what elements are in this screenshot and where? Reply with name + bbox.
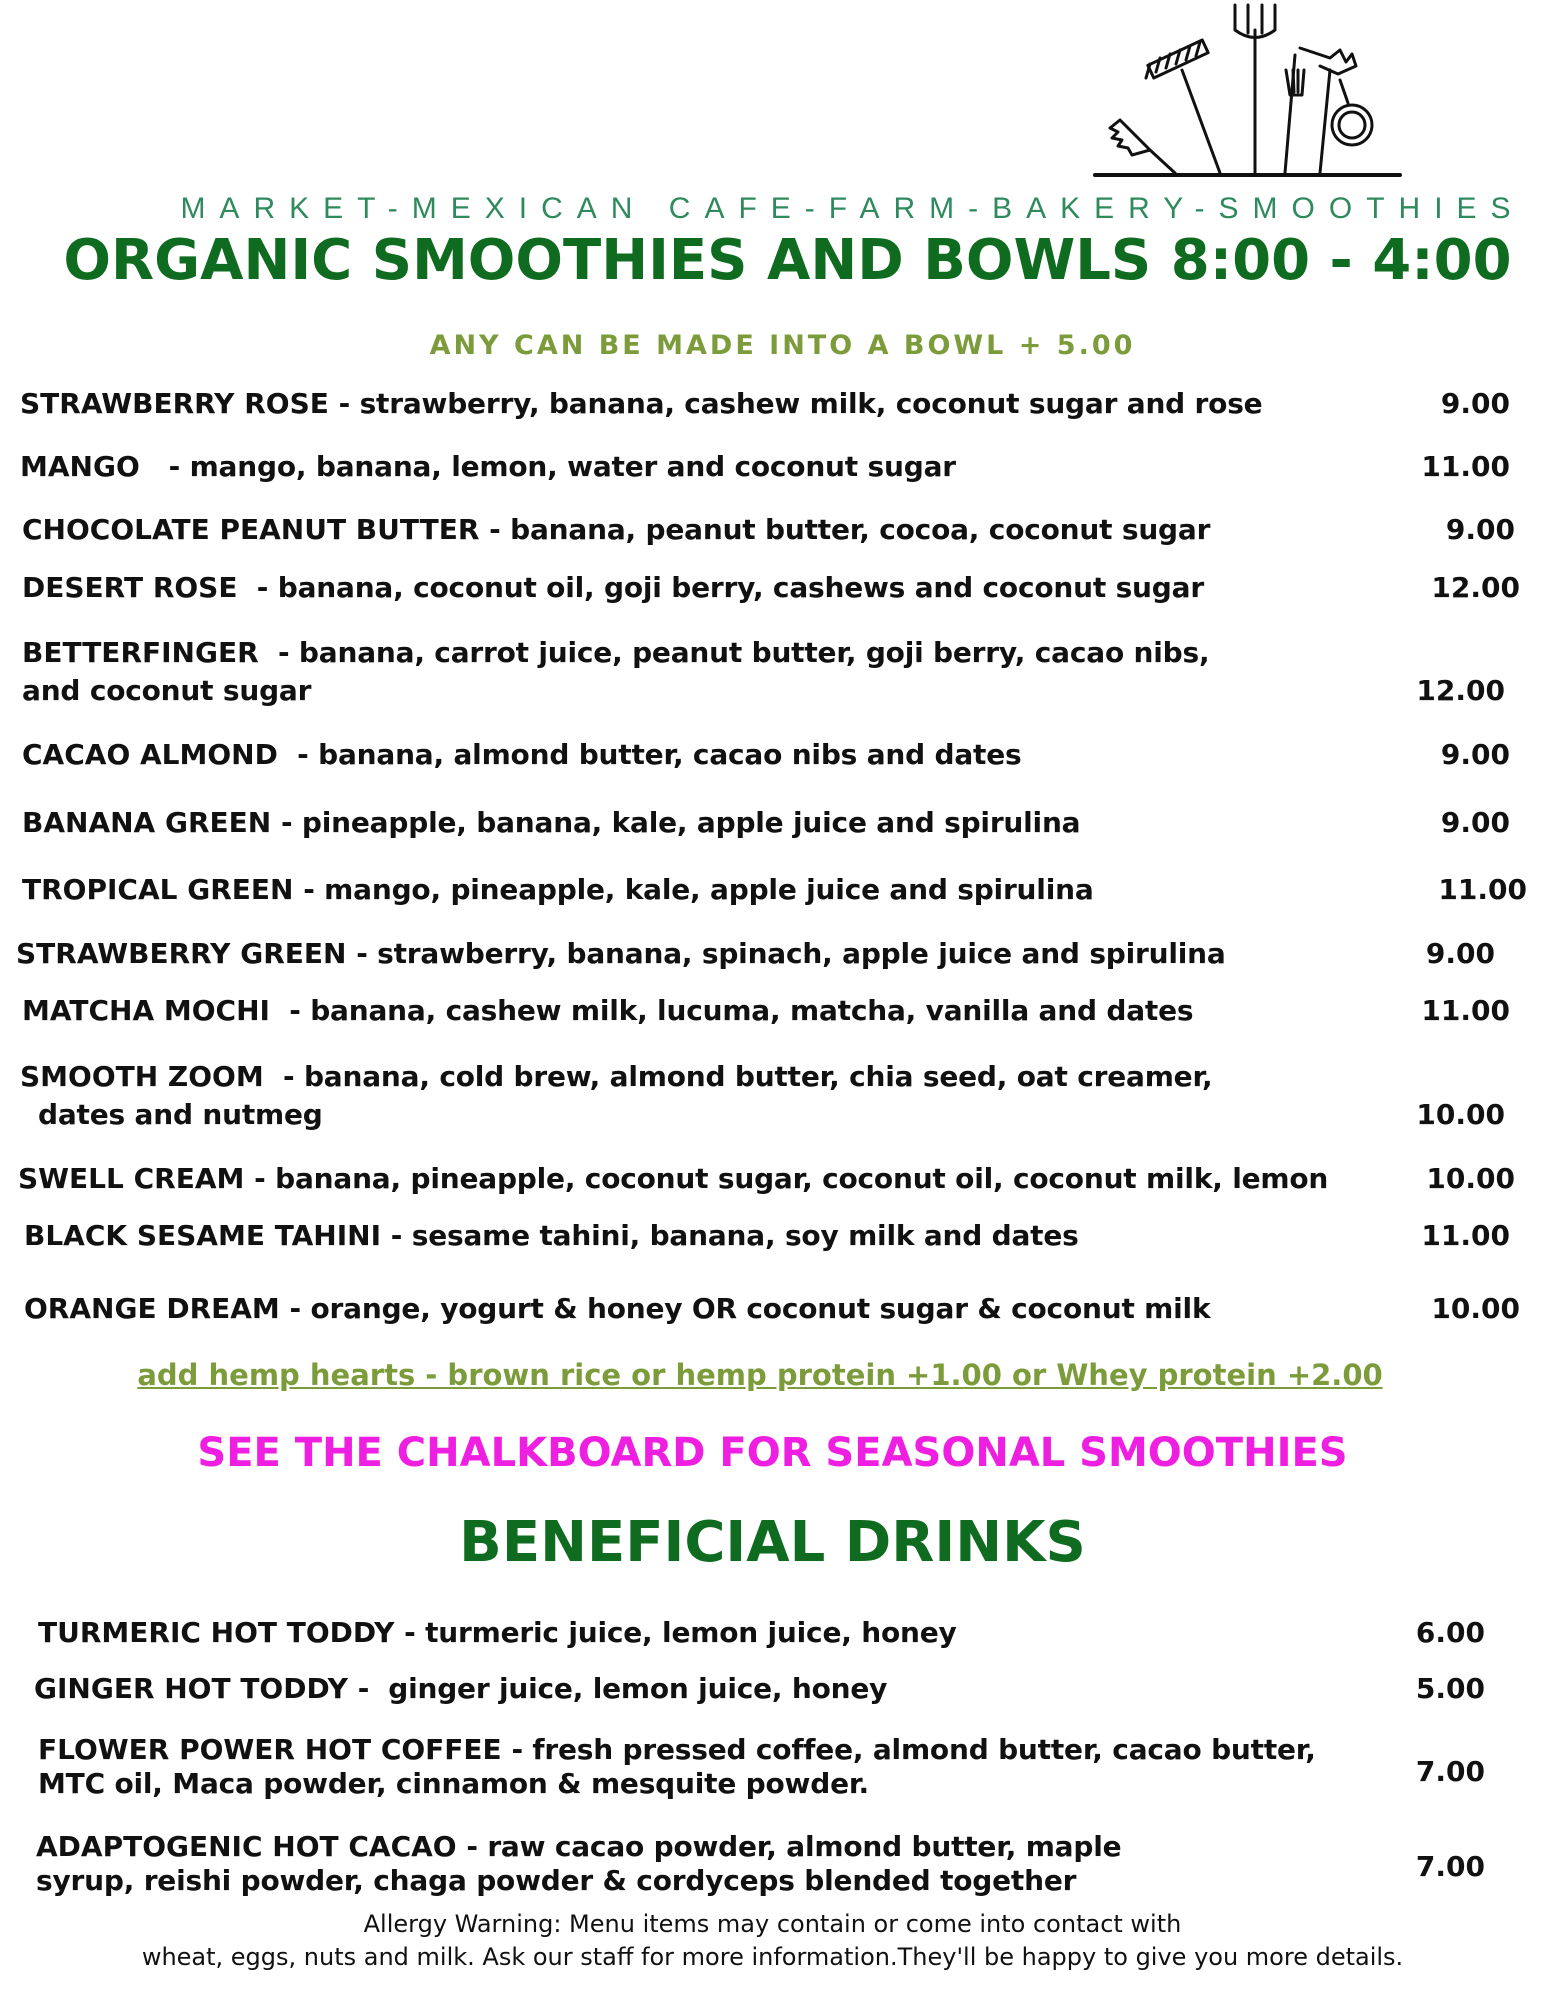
item-name: CHOCOLATE PEANUT BUTTER (22, 513, 480, 546)
item-price: 10.00 (1431, 1292, 1520, 1325)
item-ingredients: - mango, banana, lemon, water and coconut sugar (149, 450, 956, 483)
item-ingredients-line2: and coconut sugar (22, 674, 312, 707)
bowl-note: ANY CAN BE MADE INTO A BOWL + 5.00 (429, 330, 1136, 361)
allergy-warning (0, 1908, 1545, 1974)
item-price: 10.00 (1416, 1098, 1505, 1131)
item-ingredients: - banana, peanut butter, cocoa, coconut sugar (489, 513, 1211, 546)
item-name: GINGER HOT TODDY (34, 1672, 348, 1705)
item-ingredients-line2: MTC oil, Maca powder, cinnamon & mesquite powder. (38, 1767, 869, 1800)
item-price: 9.00 (1425, 937, 1495, 970)
item-price: 5.00 (1415, 1672, 1485, 1705)
item-price: 9.00 (1445, 513, 1515, 546)
item-price: 11.00 (1421, 994, 1510, 1027)
item-name: BLACK SESAME TAHINI (24, 1219, 382, 1252)
allergy-line-2: wheat, eggs, nuts and milk. Ask our staff for more information.They'll be happy to give you more details. (141, 1943, 1404, 1971)
item-ingredients: - strawberry, banana, cashew milk, coconut sugar and rose (338, 387, 1263, 420)
item-name: MATCHA MOCHI (22, 994, 270, 1027)
item-price: 7.00 (1415, 1755, 1485, 1788)
item-ingredients: - strawberry, banana, spinach, apple juice and spirulina (356, 937, 1226, 970)
item-price: 9.00 (1440, 387, 1510, 420)
item-ingredients-line2: dates and nutmeg (38, 1098, 323, 1131)
item-ingredients: - banana, pineapple, coconut sugar, coconut oil, coconut milk, lemon (254, 1162, 1329, 1195)
item-ingredients: - banana, almond butter, cacao nibs and dates (287, 738, 1022, 771)
tagline: MARKET-MEXICAN CAFE-FARM-BAKERY-SMOOTHIES (180, 192, 1525, 225)
garden-tools-icon (1090, 0, 1410, 180)
item-ingredients: - sesame tahini, banana, soy milk and dates (390, 1219, 1079, 1252)
item-name: BETTERFINGER (22, 636, 259, 669)
item-ingredients: - orange, yogurt & honey OR coconut sugar & coconut milk (289, 1292, 1211, 1325)
item-ingredients-line2: syrup, reishi powder, chaga powder & cordyceps blended together (36, 1864, 1077, 1897)
section-title-drinks: BENEFICIAL DRINKS (459, 1510, 1086, 1575)
item-name: STRAWBERRY GREEN (16, 937, 347, 970)
item-price: 9.00 (1440, 806, 1510, 839)
seasonal-note: SEE THE CHALKBOARD FOR SEASONAL SMOOTHIES (197, 1430, 1348, 1476)
item-price: 7.00 (1415, 1850, 1485, 1883)
item-ingredients: - mango, pineapple, kale, apple juice and spirulina (303, 873, 1094, 906)
item-price: 11.00 (1438, 873, 1527, 906)
item-price: 9.00 (1440, 738, 1510, 771)
item-name: FLOWER POWER HOT COFFEE (38, 1733, 502, 1766)
item-ingredients: - fresh pressed coffee, almond butter, cacao butter, (511, 1733, 1316, 1766)
item-ingredients: - turmeric juice, lemon juice, honey (404, 1616, 957, 1649)
item-name: DESERT ROSE (22, 571, 238, 604)
item-name: SWELL CREAM (18, 1162, 245, 1195)
item-price: 11.00 (1421, 1219, 1510, 1252)
item-price: 12.00 (1416, 674, 1505, 707)
item-name: ADAPTOGENIC HOT CACAO (36, 1830, 457, 1863)
item-name: CACAO ALMOND (22, 738, 278, 771)
protein-addons: add hemp hearts - brown rice or hemp protein +1.00 or Whey protein +2.00 (137, 1358, 1383, 1392)
item-ingredients: - ginger juice, lemon juice, honey (357, 1672, 888, 1705)
item-name: BANANA GREEN (22, 806, 272, 839)
item-ingredients: - banana, coconut oil, goji berry, cashews and coconut sugar (247, 571, 1204, 604)
item-ingredients: - banana, cold brew, almond butter, chia seed, oat creamer, (273, 1060, 1213, 1093)
item-ingredients: - banana, carrot juice, peanut butter, goji berry, cacao nibs, (268, 636, 1210, 669)
item-name: TURMERIC HOT TODDY (38, 1616, 395, 1649)
allergy-line-1: Allergy Warning: Menu items may contain or come into contact with (363, 1910, 1182, 1938)
page-title: ORGANIC SMOOTHIES AND BOWLS 8:00 - 4:00 (63, 228, 1512, 293)
item-price: 11.00 (1421, 450, 1510, 483)
item-ingredients: - pineapple, banana, kale, apple juice and spirulina (280, 806, 1081, 839)
item-ingredients: - banana, cashew milk, lucuma, matcha, vanilla and dates (279, 994, 1194, 1027)
item-price: 10.00 (1426, 1162, 1515, 1195)
item-name: STRAWBERRY ROSE (20, 387, 329, 420)
item-name: TROPICAL GREEN (22, 873, 294, 906)
item-price: 12.00 (1431, 571, 1520, 604)
item-ingredients: - raw cacao powder, almond butter, maple (466, 1830, 1122, 1863)
item-name: MANGO (20, 450, 140, 483)
item-name: SMOOTH ZOOM (20, 1060, 264, 1093)
item-price: 6.00 (1415, 1616, 1485, 1649)
item-name: ORANGE DREAM (24, 1292, 280, 1325)
